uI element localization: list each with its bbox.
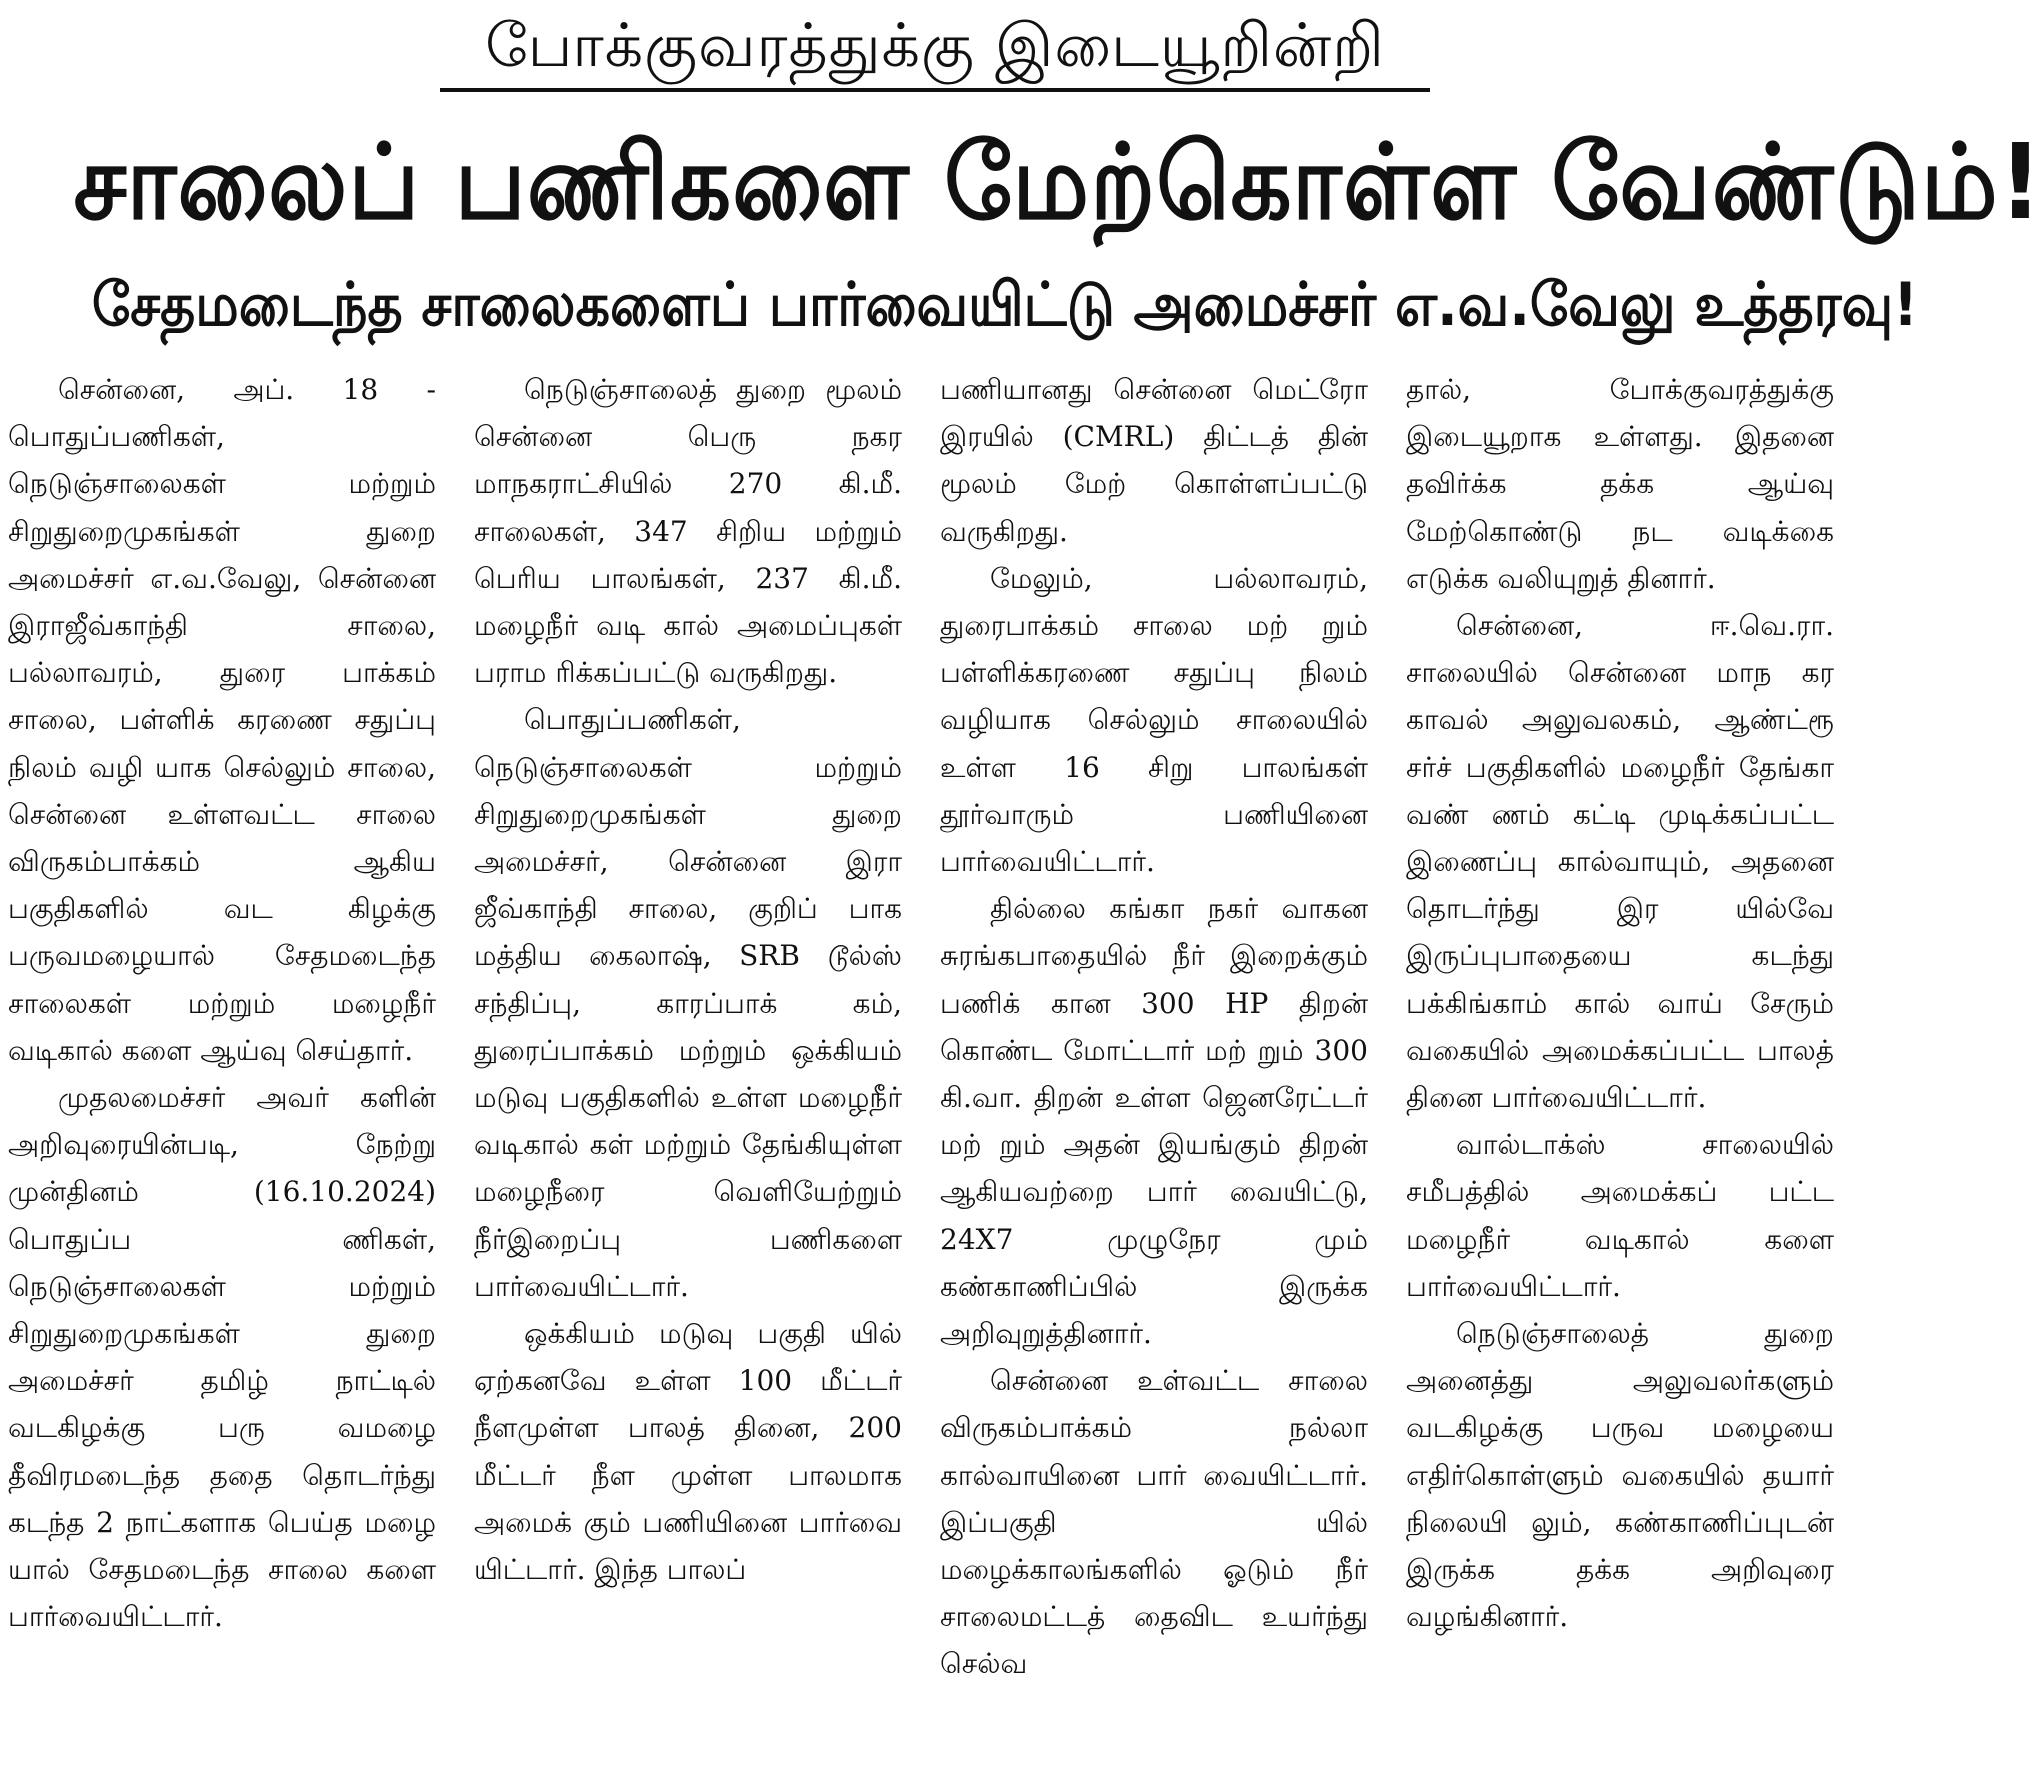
- article-column-4: [1406, 366, 1834, 1782]
- paragraph: பொதுப்பணிகள், நெடுஞ்சாலைகள் மற்றும் சிறுதுறைமுகங்கள் துறை அமைச்சர், சென்னை இரா ஜீவ்காந்தி சாலை, குறிப் பாக மத்திய கைலாஷ், SRB டூல்ஸ் சந்திப்பு, காரப்பாக் கம், துரைப்பாக்கம் மற்றும் ஒக்கியம் மடுவு பகுதிகளில் உள்ள மழைநீர் வடிகால் கள் மற்றும் தேங்கியுள்ள மழைநீரை வெளியேற்றும் நீர்இறைப்பு பணிகளை பார்வையிட்டார்.: [474, 703, 902, 1303]
- kicker-text: போக்குவரத்துக்கு இடையூறின்றி: [485, 11, 1385, 81]
- paragraph: தால், போக்குவரத்துக்கு இடையூறாக உள்ளது. இதனை தவிர்க்க தக்க ஆய்வு மேற்கொண்டு நட வடிக்கை எடுக்க வலியுறுத் தினார்.: [1406, 373, 1834, 595]
- headline: சாலைப் பணிகளை மேற்கொள்ள வேண்டும்!: [73, 121, 2043, 243]
- paragraph: மேலும், பல்லாவரம், துரைபாக்கம் சாலை மற் றும் பள்ளிக்கரணை சதுப்பு நிலம் வழியாக செல்லும் சாலையில் உள்ள 16 சிறு பாலங்கள் தூர்வாரும் பணியினை பார்வையிட்டார்.: [940, 561, 1368, 879]
- article-column-2: [474, 366, 902, 1782]
- subheadline: சேதமடைந்த சாலைகளைப் பார்வையிட்டு அமைச்சர் எ.வ.வேலு உத்தரவு!: [91, 270, 1918, 340]
- paragraph: சென்னை உள்வட்ட சாலை விருகம்பாக்கம் நல்லா கால்வாயினை பார் வையிட்டார். இப்பகுதி யில் மழைக்காலங்களில் ஓடும் நீர் சாலைமட்டத் தைவிட உயர்ந்து செல்வ: [940, 1364, 1368, 1681]
- paragraph: வால்டாக்ஸ் சாலையில் சமீபத்தில் அமைக்கப் பட்ட மழைநீர் வடிகால் களை பார்வையிட்டார்.: [1406, 1128, 1834, 1303]
- article-column-3: [940, 366, 1368, 1782]
- paragraph: பணியானது சென்னை மெட்ரோ இரயில் (CMRL) திட்டத் தின் மூலம் மேற் கொள்ளப்பட்டு வருகிறது.: [940, 373, 1368, 548]
- article-column-1: [8, 366, 436, 1782]
- article-body: [8, 366, 1834, 1782]
- kicker-title: [440, 6, 1430, 92]
- paragraph: சென்னை, அப். 18 - பொதுப்பணிகள், நெடுஞ்சாலைகள் மற்றும் சிறுதுறைமுகங்கள் துறை அமைச்சர் எ.வ.வேலு, சென்னை இராஜீவ்காந்தி சாலை, பல்லாவரம், துரை பாக்கம் சாலை, பள்ளிக் கரணை சதுப்பு நிலம் வழி யாக செல்லும் சாலை, சென்னை உள்ளவட்ட சாலை விருகம்பாக்கம் ஆகிய பகுதிகளில் வட கிழக்கு பருவமழையால் சேதமடைந்த சாலைகள் மற்றும் மழைநீர் வடிகால் களை ஆய்வு செய்தார்.: [8, 373, 436, 1067]
- paragraph: ஒக்கியம் மடுவு பகுதி யில் ஏற்கனவே உள்ள 100 மீட்டர் நீளமுள்ள பாலத் தினை, 200 மீட்டர் நீள முள்ள பாலமாக அமைக் கும் பணியினை பார்வை யிட்டார். இந்த பாலப்: [474, 1317, 902, 1587]
- paragraph: நெடுஞ்சாலைத் துறை மூலம் சென்னை பெரு நகர மாநகராட்சியில் 270 கி.மீ. சாலைகள், 347 சிறிய மற்றும் பெரிய பாலங்கள், 237 கி.மீ. மழைநீர் வடி கால் அமைப்புகள் பராம ரிக்கப்பட்டு வருகிறது.: [474, 373, 902, 690]
- paragraph: நெடுஞ்சாலைத் துறை அனைத்து அலுவலர்களும் வடகிழக்கு பருவ மழையை எதிர்கொள்ளும் வகையில் தயார் நிலையி லும், கண்காணிப்புடன் இருக்க தக்க அறிவுரை வழங்கினார்.: [1406, 1317, 1834, 1634]
- paragraph: முதலமைச்சர் அவர் களின் அறிவுரையின்படி, நேற்று முன்தினம் (16.10.2024) பொதுப்ப ணிகள், நெடுஞ்சாலைகள் மற்றும் சிறுதுறைமுகங்கள் துறை அமைச்சர் தமிழ் நாட்டில் வடகிழக்கு பரு வமழை தீவிரமடைந்த ததை தொடர்ந்து கடந்த 2 நாட்களாக பெய்த மழை யால் சேதமடைந்த சாலை களை பார்வையிட்டார்.: [8, 1081, 436, 1634]
- paragraph: தில்லை கங்கா நகர் வாகன சுரங்கபாதையில் நீர் இறைக்கும் பணிக் கான 300 HP திறன் கொண்ட மோட்டார் மற் றும் 300 கி.வா. திறன் உள்ள ஜெனரேட்டர் மற் றும் அதன் இயங்கும் திறன் ஆகியவற்றை பார் வையிட்டு, 24X7 முழுநேர மும் கண்காணிப்பில் இருக்க அறிவுறுத்தினார்.: [940, 892, 1368, 1351]
- paragraph: சென்னை, ஈ.வெ.ரா. சாலையில் சென்னை மாந கர காவல் அலுவலகம், ஆண்ட்ரூ சர்ச் பகுதிகளில் மழைநீர் தேங்கா வண் ணம் கட்டி முடிக்கப்பட்ட இணைப்பு கால்வாயும், அதனை தொடர்ந்து இர யில்வே இருப்புபாதையை கடந்து பக்கிங்காம் கால் வாய் சேரும் வகையில் அமைக்கப்பட்ட பாலத் தினை பார்வையிட்டார்.: [1406, 609, 1834, 1115]
